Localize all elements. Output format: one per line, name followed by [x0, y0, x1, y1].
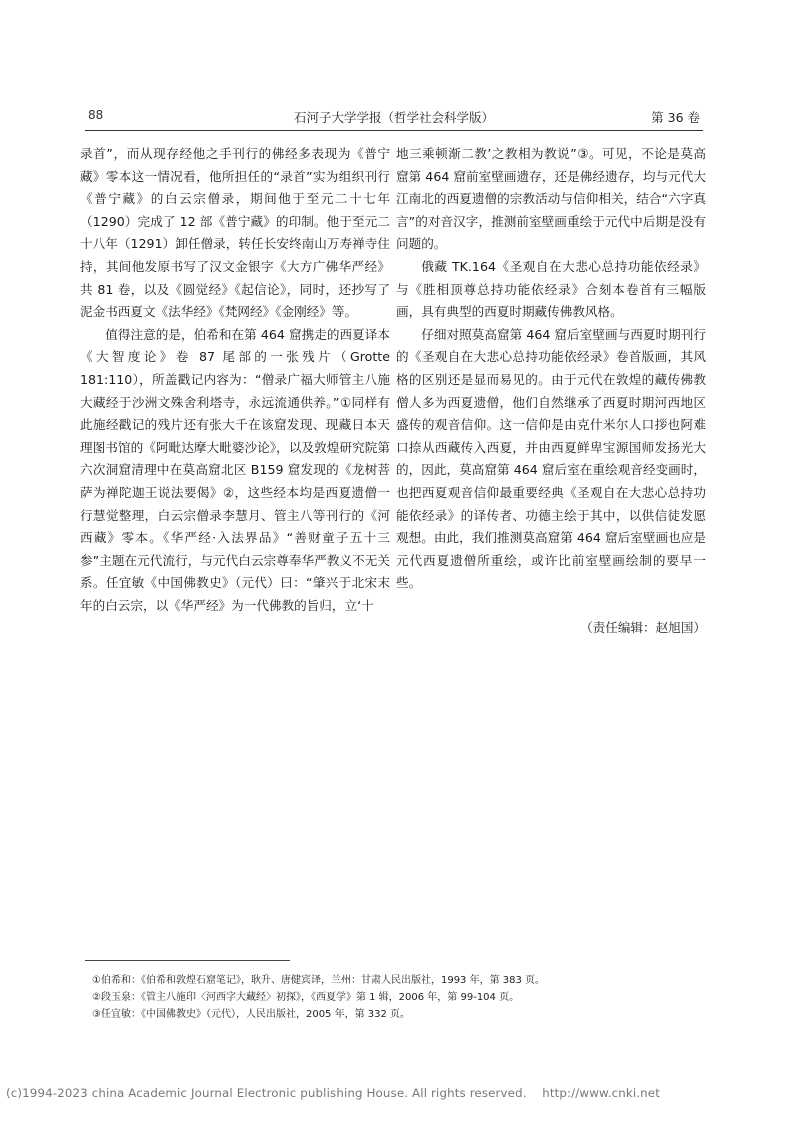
paragraph: 值得注意的是，伯希和在第 464 窟携走的西夏译本《大智度论》卷 87 尾部的一张残片（Grotte 181:110），所盖戳记内容为：“僧录广福大师管主八施大藏经于沙洲文殊舍利塔寺，永远流通供养。”①同样有此施经戳记的残片还有张大千在该窟发现、现藏日本天理图书馆的《阿毗达摩大毗婆沙论》，以及敦煌研究院第六次洞窟清理中在莫高窟北区 B159 窟发现的《龙树菩萨为禅陀迦王说法要偈》②，这些经本均是西夏遗僧一行慧觉整理，白云宗僧录李慧月、管主八等刊行的《河西藏》零本。《华严经·入法界品》“善财童子五十三参”主题在元代流行，与元代白云宗尊奉华严教义不无关系。任宜敏《中国佛教史》（元代）曰：“肇兴于北宋末年的白云宗，以《华严经》为一代佛教的旨归，立‘十 — [80, 326, 390, 613]
left-column — [80, 143, 390, 617]
paragraph: 地三乘顿渐二教’之教相为教说”③。可见，不论是莫高窟第 464 窟前室壁画遗存，还是佛经遗存，均与元代大江南北的西夏遗僧的宗教活动与信仰相关，结合“六字真言”的对音汉字，推测前室壁画重绘于元代中后期是没有问题的。 — [396, 146, 706, 252]
running-header — [88, 108, 700, 128]
footnotes — [92, 972, 692, 1023]
paragraph: 仔细对照莫高窟第 464 窟后室壁画与西夏时期刊行的《圣观自在大悲心总持功能依经录》卷首版画，其风格的区别还是显而易见的。由于元代在敦煌的藏传佛教僧人多为西夏遗僧，他们自然继承了西夏时期河西地区盛传的观音信仰。这一信仰是由克什米尔人口拶也阿难口捺从西藏传入西夏，并由西夏鲜卑宝源国师发扬光大的，因此，莫高窟第 464 窟后室在重绘观音经变画时，也把西夏观音信仰最重要经典《圣观自在大悲心总持功能依经录》的译传者、功德主绘于其中，以供信徒发愿观想。由此，我们推测莫高窟第 464 窟后室壁画也应是元代西夏遗僧所重绘，或许比前室壁画绘制的要早一些。 — [396, 326, 706, 591]
footnote: ③任宜敏：《中国佛教史》（元代），人民出版社，2005 年，第 332 页。 — [92, 1009, 411, 1020]
footnote: ①伯希和：《伯希和敦煌石窟笔记》，耿升、唐健宾译，兰州：甘肃人民出版社，1993 年，第 383 页。 — [92, 975, 546, 986]
paragraph: 俄藏 TK.164《圣观自在大悲心总持功能依经录》与《胜相顶尊总持功能依经录》合刻本卷首有三幅版画，具有典型的西夏时期藏传佛教风格。 — [396, 258, 706, 320]
cnki-url: http://www.cnki.net — [542, 1086, 660, 1100]
page-number: 88 — [88, 108, 104, 122]
volume-label: 第 36 卷 — [651, 110, 700, 125]
copyright-text: (c)1994-2023 china Academic Journal Electronic publishing House. All rights reserved. — [6, 1086, 527, 1100]
footnote-rule — [85, 960, 290, 961]
editor-note: （责任编辑：赵旭国） — [580, 619, 706, 635]
footnote: ②段玉泉：《管主八施印〈河西字大藏经〉初探》，《西夏学》第 1 辑，2006 年，第 99-104 页。 — [92, 992, 520, 1003]
right-column — [396, 143, 706, 639]
journal-title: 石河子大学学报（哲学社会科学版） — [293, 110, 494, 125]
paragraph: 录首”，而从现存经他之手刊行的佛经多表现为《普宁藏》零本这一情况看，他所担任的“录首”实为组织刊行《普宁藏》的白云宗僧录，期间他于至元二十七年（1290）完成了 12 部《普宁藏》的印制。他于至元二十八年（1291）卸任僧录，转任长安终南山万寿禅寺住持，其间他发原书写了汉文金银字《大方广佛华严经》共 81 卷，以及《圆觉经》《起信论》，同时，还抄写了泥金书西夏文《法华经》《梵网经》《金刚经》等。 — [80, 146, 390, 320]
header-rule — [85, 130, 703, 131]
copyright-bar — [6, 1086, 786, 1100]
